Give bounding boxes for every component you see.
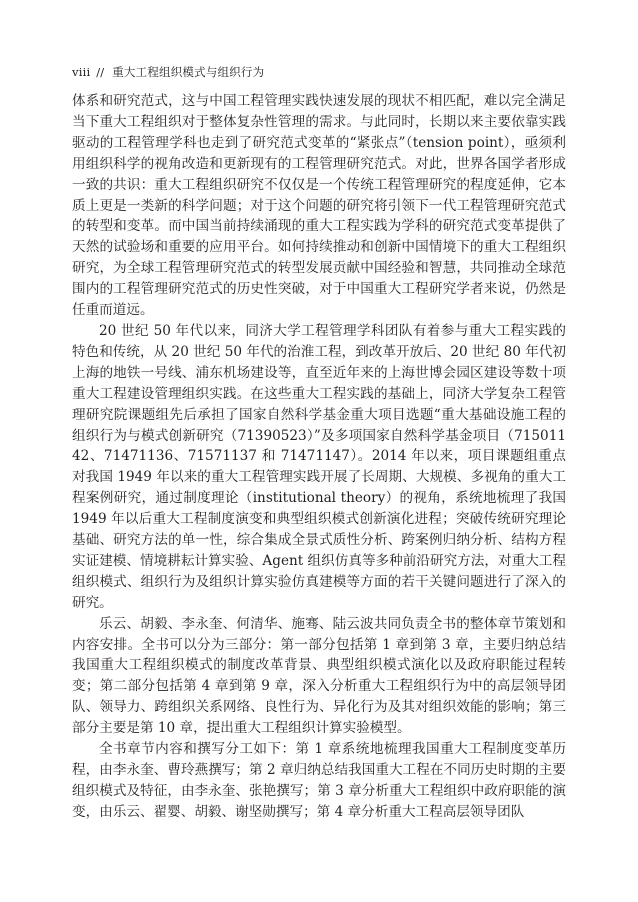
paragraph-1: 体系和研究范式，这与中国工程管理实践快速发展的现状不相匹配，难以完全满足当下重大工程组织对于整体复杂性管理的需求。与此同时，长期以来主要依靠实践驱动的工程管理学科也走到了研究范式变革的“紧张点”（tension point），亟须利用组织科学的视角改造和更新现有的工程管理研究范式。对此，世界各国学者形成一致的共识：重大工程组织研究不仅仅是一个传统工程管理研究的程度延伸，它本质上更是一类新的科学问题；对于这个问题的研究将引领下一代工程管理研究范式的转型和变革。而中国当前持续涌现的重大工程实践为学科的研究范式变革提供了天然的试验场和重要的应用平台。如何持续推动和创新中国情境下的重大工程组织研究，为全球工程管理研究范式的转型发展贡献中国经验和智慧，共同推动全球范围内的工程管理研究范式的历史性突破，对于中国重大工程研究学者来说，仍然是任重而道远。 bbox=[72, 93, 566, 319]
header-separator: // bbox=[96, 65, 105, 79]
paragraph-2: 20 世纪 50 年代以来，同济大学工程管理学科团队有着参与重大工程实践的特色和传统，从 20 世纪 50 年代的治淮工程，到改革开放后、20 世纪 80 年代初上海的地铁一号线、浦东机场建设等，直至近年来的上海世博会园区建设等数十项重大工程建设管理组织实践。在这些重大工程实践的基础上，同济大学复杂工程管理研究院课题组先后承担了国家自然科学基金重大项目选题“重大基础设施工程的组织行为与模式创新研究（71390523）”及多项国家自然科学基金项目（71501142、71471136、71571137 和 71471147）。2014 年以来，项目课题组重点对我国 1949 年以来的重大工程管理实践开展了长周期、大规模、多视角的重大工程案例研究，通过制度理论（institutional theory）的视角，系统地梳理了我国 1949 年以后重大工程制度演变和典型组织模式创新演化进程；突破传统研究理论基础、研究方法的单一性，综合集成全景式质性分析、跨案例归纳分析、结构方程实证建模、情境耕耘计算实验、Agent 组织仿真等多种前沿研究方法，对重大工程组织模式、组织行为及组织计算实验仿真建模等方面的若干关键问题进行了深入的研究。 bbox=[72, 322, 566, 611]
body-text bbox=[72, 91, 566, 823]
book-title: 重大工程组织模式与组织行为 bbox=[112, 65, 265, 79]
paragraph-3: 乐云、胡毅、李永奎、何清华、施骞、陆云波共同负责全书的整体章节策划和内容安排。全书可以分为三部分：第一部分包括第 1 章到第 3 章，主要归纳总结我国重大工程组织模式的制度改革背景、典型组织模式演化以及政府职能过程转变；第二部分包括第 4 章到第 9 章，深入分析重大工程组织行为中的高层领导团队、领导力、跨组织关系网络、良性行为、异化行为及其对组织效能的影响；第三部分主要是第 10 章，提出重大工程组织计算实验模型。 bbox=[72, 615, 566, 737]
page-number: viii bbox=[72, 65, 91, 79]
paragraph-4: 全书章节内容和撰写分工如下：第 1 章系统地梳理我国重大工程制度变革历程，由李永奎、曹玲燕撰写；第 2 章归纳总结我国重大工程在不同历史时期的主要组织模式及特征，由李永奎、张艳撰写；第 3 章分析重大工程组织中政府职能的演变，由乐云、翟婴、胡毅、谢坚勋撰写；第 4 章分析重大工程高层领导团队 bbox=[72, 741, 566, 820]
running-header bbox=[72, 64, 264, 80]
